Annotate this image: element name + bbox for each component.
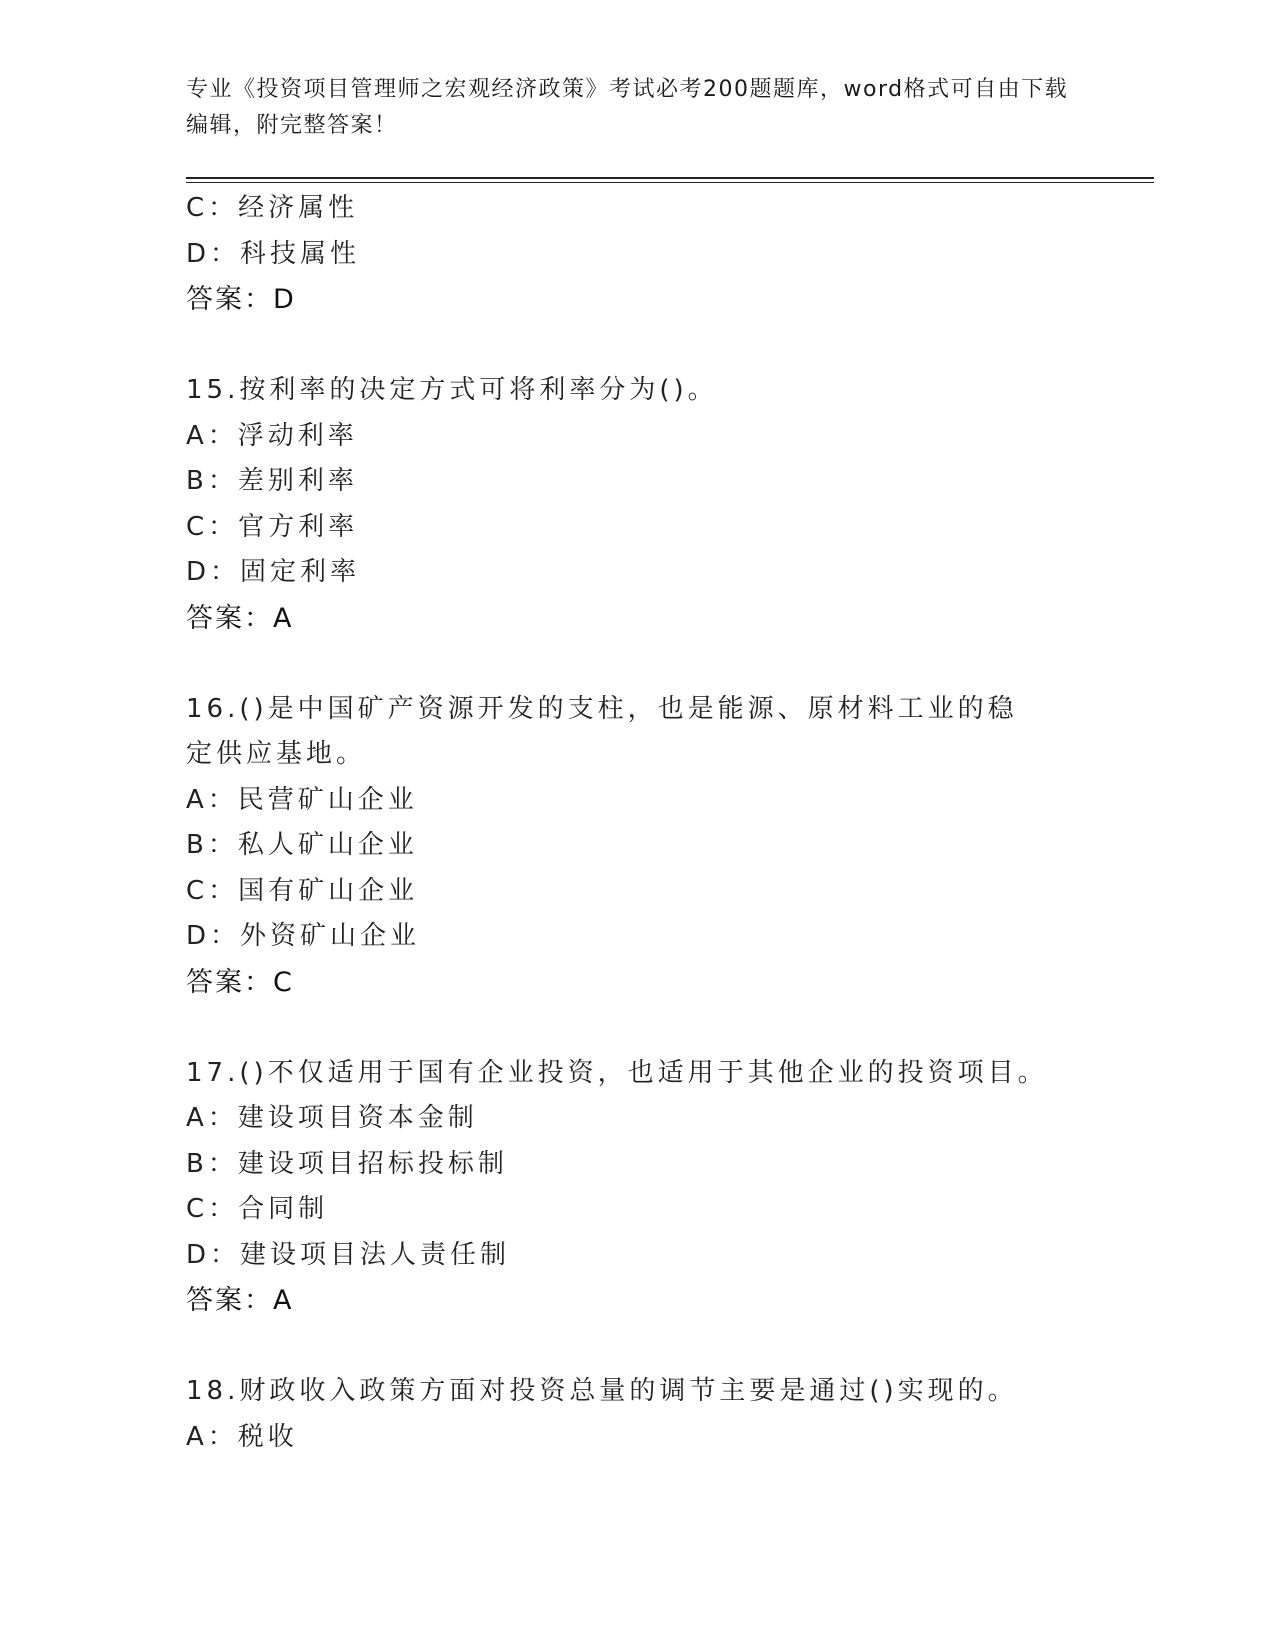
question-block-17	[186, 1051, 1086, 1324]
question-block-18	[186, 1369, 1086, 1460]
option-b: B：差别利率	[186, 466, 358, 496]
option-c: C：官方利率	[186, 511, 359, 542]
option-c: C：国有矿山企业	[186, 875, 419, 906]
option-a: A：浮动利率	[186, 420, 358, 451]
question-stem: 18.财政收入政策方面对投资总量的调节主要是通过()实现的。	[186, 1376, 1018, 1406]
answer-label: 答案：D	[186, 284, 296, 315]
question-block-14	[186, 186, 1086, 323]
header-rule-thin	[186, 182, 1154, 183]
option-c: C：合同制	[186, 1194, 329, 1224]
option-d: D：建设项目法人责任制	[186, 1239, 511, 1270]
option-d: D：科技属性	[186, 238, 361, 269]
question-block-16	[186, 687, 1086, 1006]
spacer	[186, 1324, 1086, 1370]
spacer	[186, 641, 1086, 687]
option-c: C：经济属性	[186, 193, 359, 223]
question-list	[186, 186, 1086, 1460]
answer-label: 答案：C	[186, 966, 294, 998]
option-a: A：税收	[186, 1421, 298, 1452]
answer-label: 答案：A	[186, 602, 294, 634]
header-rule-thick	[186, 177, 1154, 179]
answer-label: 答案：A	[186, 1285, 294, 1316]
option-a: A：建设项目资本金制	[186, 1103, 478, 1133]
option-d: D：固定利率	[186, 557, 361, 587]
question-stem: 15.按利率的决定方式可将利率分为()。	[186, 375, 718, 405]
question-block-15	[186, 368, 1086, 641]
option-b: B：建设项目招标投标制	[186, 1148, 508, 1179]
option-a: A：民营矿山企业	[186, 784, 418, 815]
document-header: 专业《投资项目管理师之宏观经济政策》考试必考200题题库，word格式可自由下载编辑，附完整答案！	[186, 77, 1069, 138]
question-stem: 16.()是中国矿产资源开发的支柱，也是能源、原材料工业的稳定供应基地。	[186, 693, 1018, 769]
option-d: D：外资矿山企业	[186, 921, 421, 951]
question-stem: 17.()不仅适用于国有企业投资，也适用于其他企业的投资项目。	[186, 1057, 1048, 1088]
spacer	[186, 323, 1086, 369]
option-b: B：私人矿山企业	[186, 830, 418, 860]
spacer	[186, 1005, 1086, 1051]
